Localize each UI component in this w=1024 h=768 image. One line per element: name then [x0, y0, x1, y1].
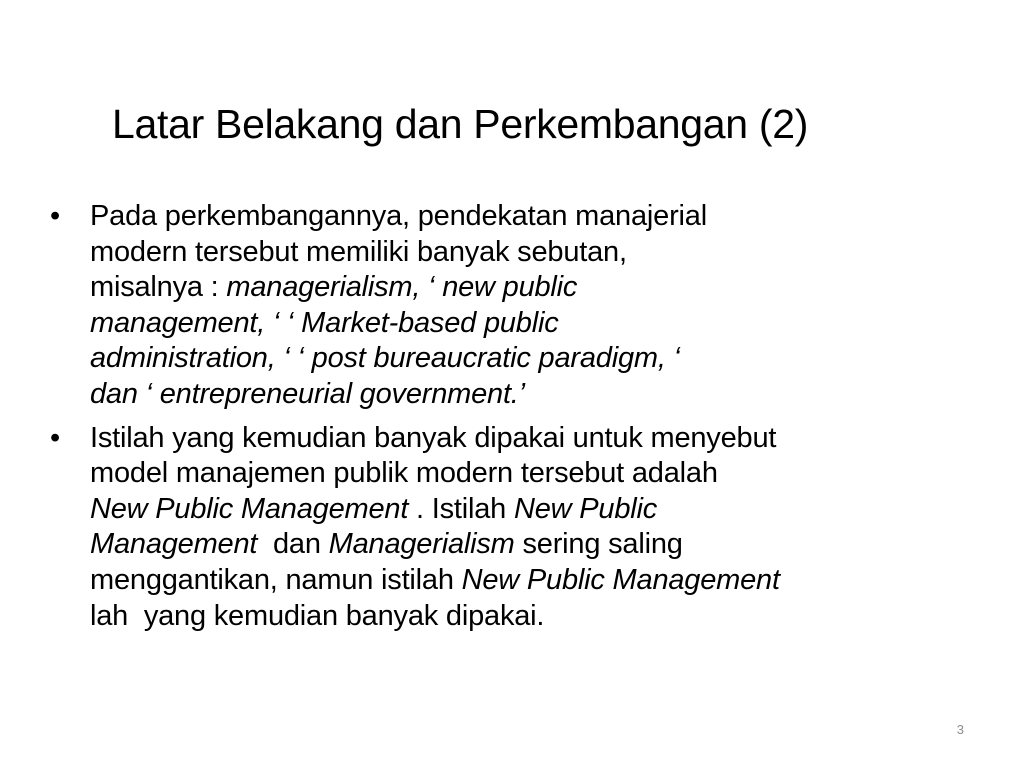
text-run: model manajemen publik modern tersebut adalah	[90, 457, 718, 490]
bullet-line	[90, 563, 980, 599]
text-run: menggantikan, namun istilah	[90, 563, 462, 596]
italic-text-run: New Public Management	[461, 563, 780, 596]
bullet-item	[50, 421, 980, 635]
bullet-icon: •	[50, 200, 60, 232]
bullet-line	[90, 599, 980, 635]
bullet-line	[90, 270, 980, 306]
text-run: Pada perkembangannya, pendekatan manajerial	[90, 200, 707, 232]
text-run: Istilah yang kemudian banyak dipakai untuk menyebut	[90, 421, 777, 454]
bullet-line	[90, 341, 980, 377]
bullet-line	[90, 527, 980, 563]
text-run: sering saling	[514, 528, 683, 561]
bullet-line	[90, 456, 980, 492]
bullet-icon: •	[50, 421, 60, 454]
bullet-line	[90, 235, 980, 271]
text-run: modern tersebut memiliki banyak sebutan,	[90, 235, 627, 268]
italic-text-run: New Public Management	[90, 492, 409, 525]
bullet-line	[90, 492, 980, 528]
slide-title: Latar Belakang dan Perkembangan (2)	[112, 101, 809, 147]
text-run: dan	[257, 528, 329, 561]
bullet-line	[90, 199, 980, 235]
italic-text-run: administration, ‘ ‘ post bureaucratic paradigm, ‘	[90, 342, 680, 375]
italic-text-run: New Public	[513, 492, 658, 525]
italic-text-run: managerialism, ‘ new public	[226, 271, 578, 304]
bullet-line	[90, 306, 980, 342]
italic-text-run: Managerialism	[328, 528, 515, 561]
text-run: misalnya :	[90, 271, 227, 304]
bullet-line	[90, 421, 980, 457]
bullet-list	[50, 199, 980, 642]
bullet-item	[50, 199, 980, 413]
italic-text-run: management, ‘ ‘ Market-based public	[90, 306, 559, 339]
page-number: 3	[956, 722, 964, 737]
text-run: lah yang kemudian banyak dipakai.	[90, 599, 545, 632]
text-run: . Istilah	[408, 492, 514, 525]
bullet-line	[90, 377, 980, 413]
italic-text-run: dan ‘ entrepreneurial government.’	[90, 377, 525, 410]
italic-text-run: Management	[90, 528, 258, 561]
